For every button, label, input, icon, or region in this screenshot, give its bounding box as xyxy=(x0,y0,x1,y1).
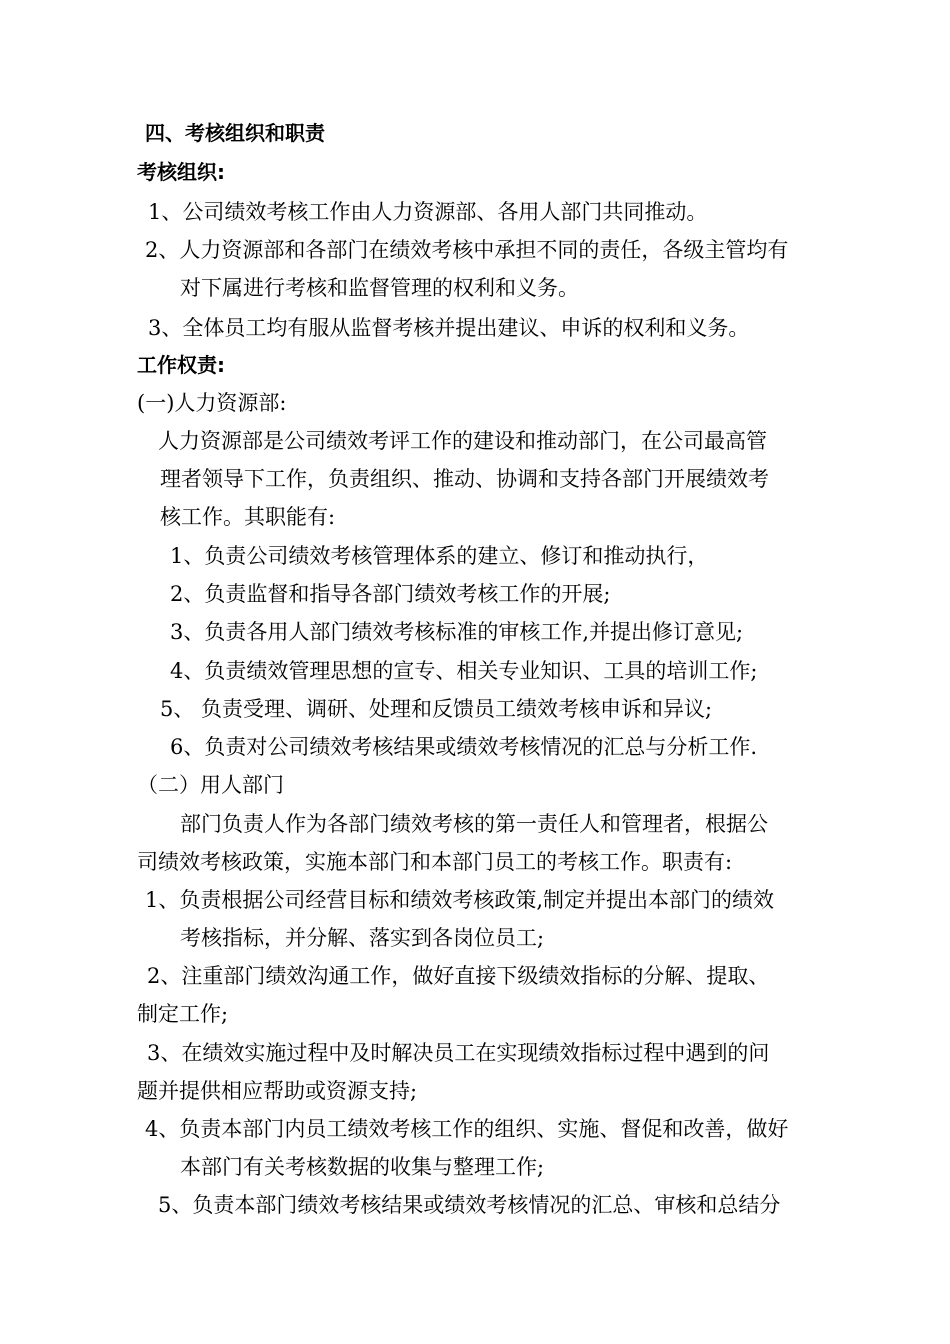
duties-title: 工作权责: xyxy=(137,353,225,377)
hr-intro-line-3: 核工作。其职能有: xyxy=(160,505,336,529)
org-item-2-line-2: 对下属进行考核和监督管理的权利和义务。 xyxy=(180,276,579,300)
hr-function-4: 4、负责绩效管理思想的宣专、相关专业知识、工具的培训工作; xyxy=(170,659,758,683)
org-item-1: 1、公司绩效考核工作由人力资源部、各用人部门共同推动。 xyxy=(148,200,708,224)
org-title: 考核组织: xyxy=(137,160,225,184)
dept-duty-1-line-2: 考核指标，并分解、落实到各岗位员工; xyxy=(180,926,545,950)
dept-duty-3-line-2: 题并提供相应帮助或资源支持; xyxy=(137,1079,418,1103)
hr-function-5: 5、 负责受理、调研、处理和反馈员工绩效考核申诉和异议; xyxy=(160,697,713,721)
org-item-2-line-1: 2、人力资源部和各部门在绩效考核中承担不同的责任，各级主管均有 xyxy=(145,238,789,262)
dept-intro-line-1: 部门负责人作为各部门绩效考核的第一责任人和管理者，根据公 xyxy=(180,812,768,836)
hr-function-6: 6、负责对公司绩效考核结果或绩效考核情况的汇总与分析工作. xyxy=(170,735,758,759)
org-item-3: 3、全体员工均有服从监督考核并提出建议、申诉的权利和义务。 xyxy=(148,316,750,340)
dept-duty-2-line-2: 制定工作; xyxy=(137,1002,229,1026)
dept-duty-4-line-1: 4、负责本部门内员工绩效考核工作的组织、实施、督促和改善，做好 xyxy=(145,1117,789,1141)
section-heading: 四、考核组织和职责 xyxy=(145,121,325,145)
hr-function-3: 3、负责各用人部门绩效考核标准的审核工作,并提出修订意见; xyxy=(170,620,744,644)
dept-title: （二）用人部门 xyxy=(137,773,284,797)
dept-duty-3-line-1: 3、在绩效实施过程中及时解决员工在实现绩效指标过程中遇到的问 xyxy=(147,1041,770,1065)
dept-duty-5-line-1: 5、负责本部门绩效考核结果或绩效考核情况的汇总、审核和总结分 xyxy=(158,1193,781,1217)
hr-function-2: 2、负责监督和指导各部门绩效考核工作的开展; xyxy=(170,582,611,606)
dept-intro-line-2: 司绩效考核政策，实施本部门和本部门员工的考核工作。职责有: xyxy=(137,850,733,874)
hr-function-1: 1、负责公司绩效考核管理体系的建立、修订和推动执行， xyxy=(170,544,709,568)
hr-intro-line-1: 人力资源部是公司绩效考评工作的建设和推动部门，在公司最高管 xyxy=(158,429,767,453)
hr-intro-line-2: 理者领导下工作，负责组织、推动、协调和支持各部门开展绩效考 xyxy=(160,467,769,491)
hr-title: (一)人力资源部: xyxy=(137,391,287,415)
dept-duty-2-line-1: 2、注重部门绩效沟通工作，做好直接下级绩效指标的分解、提取、 xyxy=(147,964,770,988)
dept-duty-1-line-1: 1、负责根据公司经营目标和绩效考核政策,制定并提出本部门的绩效 xyxy=(145,888,775,912)
dept-duty-4-line-2: 本部门有关考核数据的收集与整理工作; xyxy=(180,1155,545,1179)
